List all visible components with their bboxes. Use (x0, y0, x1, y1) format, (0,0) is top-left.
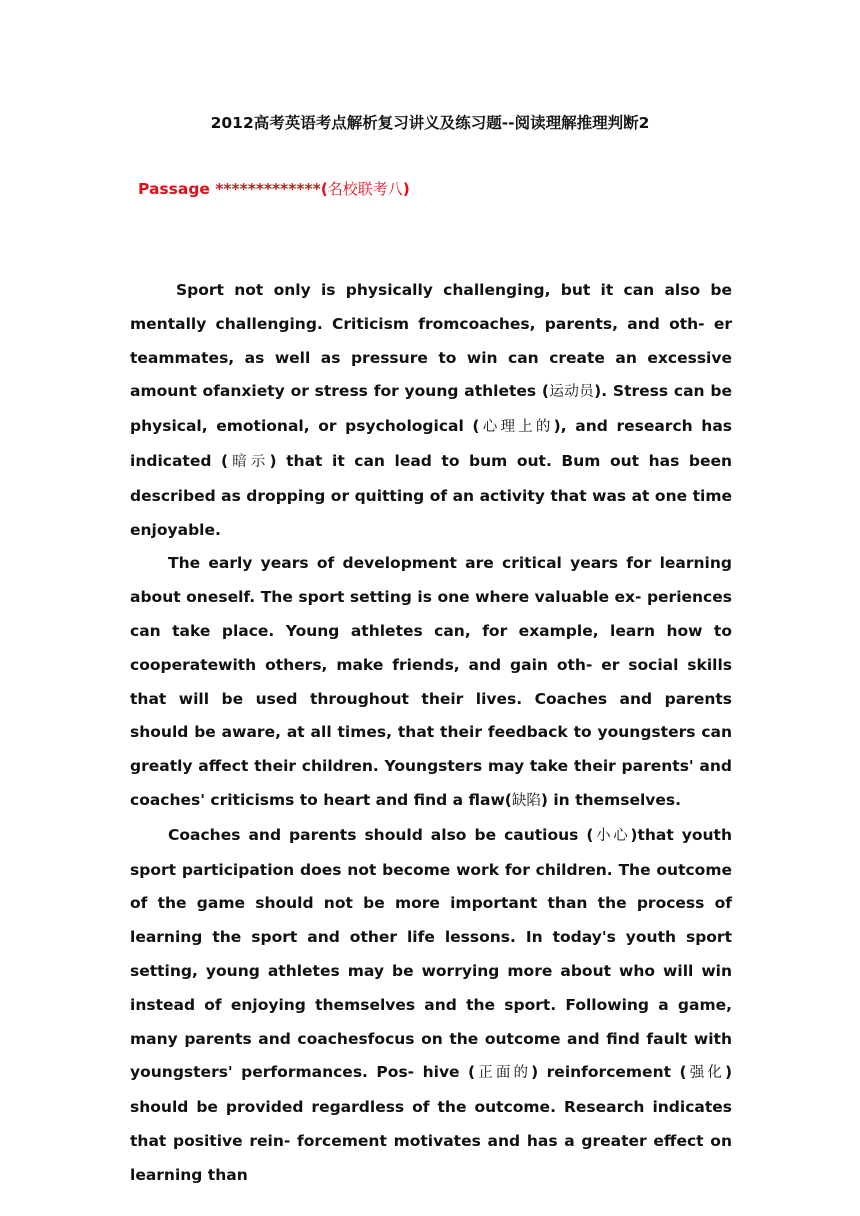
passage-close: ) (402, 180, 410, 198)
paragraph-text: )that youth sport participation does not become work for children. The outcome of the game should not be more important than the process of learning the sport and other life lessons. In today's youth sport setting, young athletes may be worrying more about who will win instead of enjoying themselves and the sport. Following a game, many parents and coachesfocus on the outcome and find fault with youngsters' performances. Pos- hive ( (130, 825, 732, 1082)
chinese-gloss: 小心 (593, 827, 631, 844)
chinese-gloss: 运动员 (549, 384, 595, 401)
chinese-gloss: 心理上的 (479, 419, 554, 436)
paragraph-text: Sport not only is physically challenging, but it can also be mentally challenging. Criticism fromcoaches, parents, and oth- er teammates, as well as pressure to win can create an excessive amount ofanxiety or stress for young athletes ( (130, 281, 732, 401)
paragraph (130, 274, 732, 547)
paragraph-text: ) should be provided regardless of the outcome. Research indicates that positive rein- forcement motivates and has a greater effect on learning than (130, 1063, 733, 1184)
chinese-gloss: 缺陷 (511, 792, 541, 809)
paragraph-text: ). Stress can be physical, emotional, or psychological ( (130, 382, 733, 436)
paragraph-text: Coaches and parents should also be cautious ( (168, 825, 594, 844)
paragraph (130, 547, 732, 818)
paragraph-text: ) reinforcement ( (531, 1063, 687, 1082)
paragraph (130, 819, 732, 1193)
passage-heading (138, 178, 410, 199)
paragraph-text: ) that it can lead to bum out. Bum out has been described as dropping or quitting of an activity that was at one time enjoyable. (130, 451, 733, 539)
paragraph-text: ), and research has indicated ( (130, 417, 733, 470)
passage-source: 名校联考八 (327, 180, 403, 198)
paragraph-text: The early years of development are critical years for learning about oneself. The sport setting is one where valuable ex- periences can take place. Young athletes can, for example, learn how to cooperatewith others, make friends, and gain oth- er social skills that will be used throughout their lives. Coaches and parents should be aware, at all times, that their feedback to youngsters can greatly affect their children. Youngsters may take their parents' and coaches' criticisms to heart and find a flaw( (130, 554, 732, 809)
passage-label: Passage *************( (138, 180, 328, 198)
paragraph-text: ) in themselves. (540, 790, 682, 809)
passage-body (130, 274, 732, 1193)
chinese-gloss: 正面的 (475, 1065, 532, 1082)
document-title: 2012高考英语考点解析复习讲义及练习题--阅读理解推理判断2 (210, 114, 650, 132)
chinese-gloss: 强化 (686, 1065, 725, 1082)
chinese-gloss: 暗示 (228, 453, 270, 470)
